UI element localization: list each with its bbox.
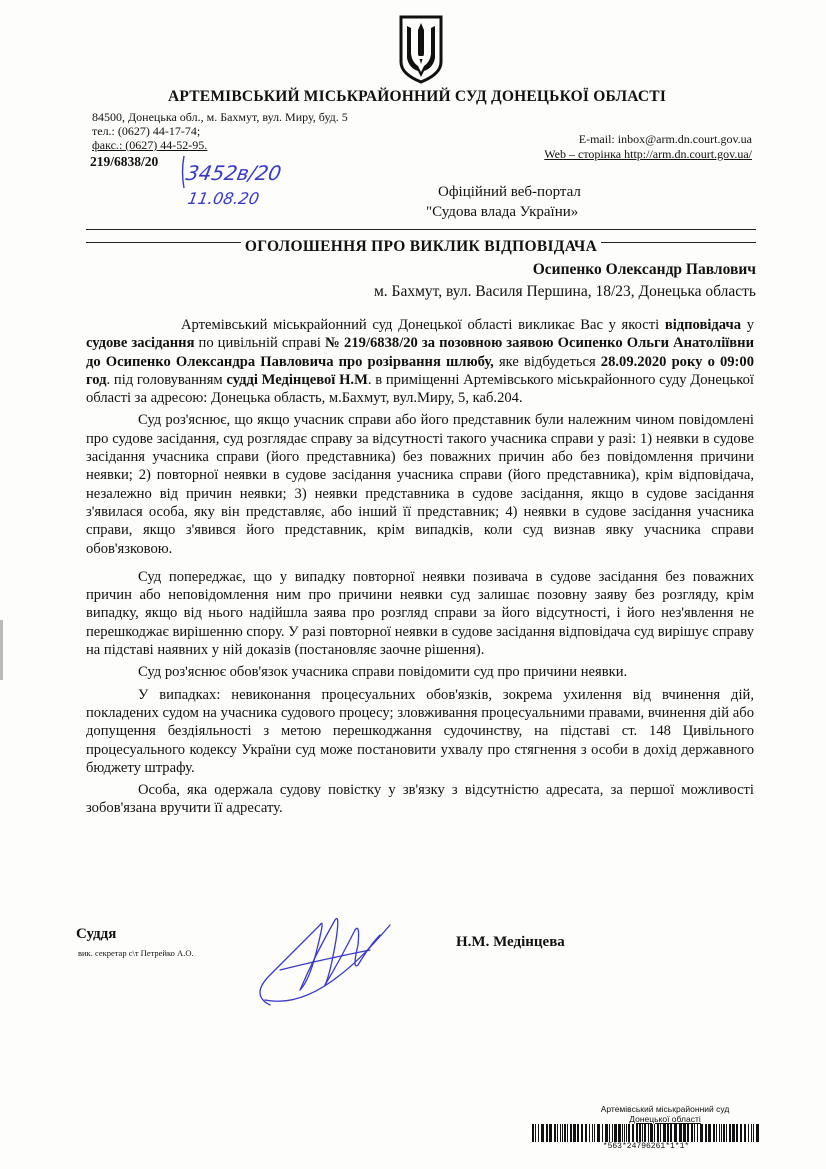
barcode-bar	[667, 1124, 669, 1142]
barcode-bar	[716, 1124, 717, 1142]
court-email: E-mail: inbox@arm.dn.court.gov.ua	[578, 132, 752, 146]
barcode-bar	[723, 1124, 725, 1142]
stamp-line-2: Донецької області	[629, 1114, 701, 1124]
barcode-bar	[751, 1124, 752, 1142]
text-run: . під головуванням	[106, 371, 227, 388]
text-run-bold: 28.09.2020 року о 09:00 год	[86, 353, 755, 388]
barcode-bar	[719, 1124, 720, 1142]
barcode-bar	[644, 1124, 646, 1142]
barcode-bar	[554, 1124, 556, 1142]
barcode-bar	[618, 1124, 621, 1142]
divider-top	[86, 229, 756, 230]
paragraph-warning: Суд попереджає, що у випадку повторної неявки позивача в судове засідання без поважних причин або неповідомлення ним про причини неявки суд залишає позовну заяву без розгляду, крім випадку, якщо від нього надійшла заява про розгляд справи за його відсутності, і його нез'явлення не перешкоджає вирішенню спору. У разі повторної неявки в судове засідання відповідача суд вирішує справу на підставі наявних у ній доказів (постановляє заочне рішення).	[86, 568, 754, 659]
court-contacts	[544, 132, 752, 162]
recipient-address: м. Бахмут, вул. Василя Першина, 18/23, Донецька область	[373, 283, 756, 300]
case-number: 219/6838/20	[90, 154, 159, 169]
barcode-bar	[642, 1124, 643, 1142]
barcode-bar	[573, 1124, 576, 1142]
barcode-bar	[538, 1124, 539, 1142]
barcode-bar	[535, 1124, 536, 1142]
barcode-bar	[639, 1124, 641, 1142]
barcode-bar	[683, 1124, 686, 1142]
text-run-bold: судді Медінцевої Н.М	[226, 371, 368, 388]
notice-title-text: ОГОЛОШЕННЯ ПРО ВИКЛИК ВІДПОВІДАЧА	[241, 238, 601, 255]
text-run: по цивільній справі	[194, 335, 325, 352]
text-run-bold: № 219/6838/20 за позовною заявою Осипенко Ольги Анатоліївни до Осипенко Олександра Павловича про розірвання шлюбу,	[86, 335, 754, 370]
barcode-bar	[570, 1124, 572, 1142]
barcode-bar	[594, 1124, 595, 1142]
barcode-bar	[650, 1124, 653, 1142]
barcode-bar	[609, 1124, 610, 1142]
barcode-bar	[654, 1124, 655, 1142]
handwritten-signature-icon	[240, 905, 420, 1015]
barcode-bar	[674, 1124, 677, 1142]
barcode-bar	[549, 1124, 552, 1142]
barcode-bar	[736, 1124, 738, 1142]
barcode-bar	[564, 1124, 566, 1142]
text-run-bold: судове засідання	[86, 335, 195, 352]
barcode-bar	[740, 1124, 742, 1142]
barcode-bar	[756, 1124, 759, 1142]
barcode-bar	[589, 1124, 590, 1142]
barcode-bar	[679, 1124, 682, 1142]
barcode-bar	[705, 1124, 707, 1142]
barcode-bar	[632, 1124, 634, 1142]
barcode-bar	[726, 1124, 727, 1142]
text-run: у	[741, 317, 754, 333]
barcode-bar	[622, 1124, 623, 1142]
portal-line-1: Офіційний веб-портал	[438, 184, 581, 200]
handwritten-number: 3452в/20	[184, 161, 284, 185]
barcode-bar	[744, 1124, 746, 1142]
portal-address	[426, 182, 581, 222]
judge-name: Н.М. Медінцева	[456, 934, 565, 950]
court-address: 84500, Донецька обл., м. Бахмут, вул. Миру, буд. 5	[92, 110, 348, 124]
barcode-bar	[697, 1124, 698, 1142]
paragraph-absence-rules: Суд роз'яснює, що якщо учасник справи або його представник були належним чином повідомлені про судове засідання, суд розглядає справу за відсутності такого учасника справи у разі: 1) неявки в судове засідання учасника справи (його представника) без поважних причин або без повідомлення причини неявки; 2) повторної неявки в судове засідання учасника справи (його представника), крім відповідача, незалежно від причин неявки; 3) неявки представника в судове засідання, якщо в судове засідання з'явилася особа, яку він представляє, або інший її представник; 4) неявки в судове засідання учасника справи, якщо з'явився його представник, крім випадків, коли суд визнав явку учасника справи обов'язковою.	[86, 412, 754, 557]
barcode-bar	[577, 1124, 579, 1142]
barcode-bar	[626, 1124, 627, 1142]
text-run: яке відбудеться	[493, 353, 601, 370]
barcode-bar	[532, 1124, 534, 1142]
barcode-icon	[532, 1124, 760, 1142]
notice-title	[86, 238, 756, 256]
text-run: Артемівський міськрайонний суд Донецької області викликає Вас у якості	[181, 317, 665, 333]
barcode-number: *563*24796261*1*1*	[602, 1142, 690, 1151]
barcode-bar	[612, 1124, 613, 1142]
stamp-line-1: Артемівський міськрайонний суд	[600, 1104, 730, 1114]
text-run-bold: відповідача	[664, 317, 742, 333]
barcode-bar	[592, 1124, 593, 1142]
paragraph-penalty: У випадках: невиконання процесуальних обов'язків, зокрема ухилення від вчинення дій, покладених судом на учасника судового процесу; зловживання процесуальними правами, вчинення дій або допущення бездіяльності з метою перешкоджання судочинству, на підставі ст. 148 Цивільного процесуального кодексу України суд може постановити ухвалу про стягнення з особи в дохід державного бюджету штрафу.	[86, 686, 754, 776]
barcode-bar	[541, 1124, 544, 1142]
paragraph-duty: Суд роз'яснює обов'язок учасника справи повідомити суд про причини неявки.	[138, 664, 628, 681]
paragraph-summons	[86, 316, 754, 407]
recipient-block	[374, 259, 756, 303]
barcode-bar	[648, 1124, 649, 1142]
court-address-block	[92, 110, 348, 152]
barcode-bar	[567, 1124, 568, 1142]
barcode-bar	[628, 1124, 630, 1142]
barcode-bar	[687, 1124, 689, 1142]
barcode-bar	[729, 1124, 731, 1142]
recipient-name: Осипенко Олександр Павлович	[532, 261, 756, 278]
court-name: АРТЕМІВСЬКИЙ МІСЬКРАЙОННИЙ СУД ДОНЕЦЬКОЇ ОБЛАСТІ	[168, 88, 667, 105]
barcode-bar	[691, 1124, 693, 1142]
judge-label: Суддя	[76, 926, 117, 942]
tryzub-emblem-icon	[398, 14, 444, 84]
barcode-bar	[694, 1124, 695, 1142]
barcode-bar	[605, 1124, 608, 1142]
barcode-bar	[732, 1124, 735, 1142]
court-stamp	[580, 1104, 750, 1124]
secretary-note: вик. секретар с\т Петрейко А.О.	[78, 948, 194, 958]
barcode-bar	[713, 1124, 715, 1142]
barcode-bar	[636, 1124, 638, 1142]
portal-line-2: "Судова влада України»	[426, 204, 579, 220]
barcode-bar	[753, 1124, 754, 1142]
barcode-bar	[602, 1124, 603, 1142]
barcode-bar	[614, 1124, 617, 1142]
handwritten-date: 11.08.20	[186, 189, 261, 208]
barcode-bar	[657, 1124, 659, 1142]
handwritten-registration-note	[180, 152, 310, 212]
court-fax: факс.: (0627) 44-52-95.	[92, 138, 208, 152]
barcode-bar	[581, 1124, 583, 1142]
barcode-bar	[700, 1124, 703, 1142]
paragraph-delivery: Особа, яка одержала судову повістку у зв'язку з відсутністю адресата, за першої можливості зобов'язана вручити її адресату.	[86, 782, 754, 817]
court-website: Web – сторінка http://arm.dn.court.gov.ua/	[544, 147, 752, 161]
barcode-bar	[670, 1124, 672, 1142]
barcode-bar	[748, 1124, 749, 1142]
barcode-bar	[557, 1124, 558, 1142]
barcode-bar	[660, 1124, 661, 1142]
barcode-bar	[721, 1124, 722, 1142]
barcode-bar	[708, 1124, 711, 1142]
barcode-bar	[597, 1124, 600, 1142]
barcode-bar	[663, 1124, 666, 1142]
notice-body	[86, 316, 754, 820]
court-phone: тел.: (0627) 44-17-74;	[92, 124, 201, 138]
text-run: . в приміщенні Артемівського міськрайонного суду Донецької області за адресою: Донецька область, м.Бахмут, вул.Миру, 5, каб.204.	[86, 371, 754, 407]
barcode-bar	[585, 1124, 587, 1142]
barcode-bar	[546, 1124, 548, 1142]
barcode-bar	[624, 1124, 625, 1142]
scan-edge-mark	[0, 620, 3, 680]
barcode-bar	[560, 1124, 561, 1142]
barcode-bar	[562, 1124, 563, 1142]
